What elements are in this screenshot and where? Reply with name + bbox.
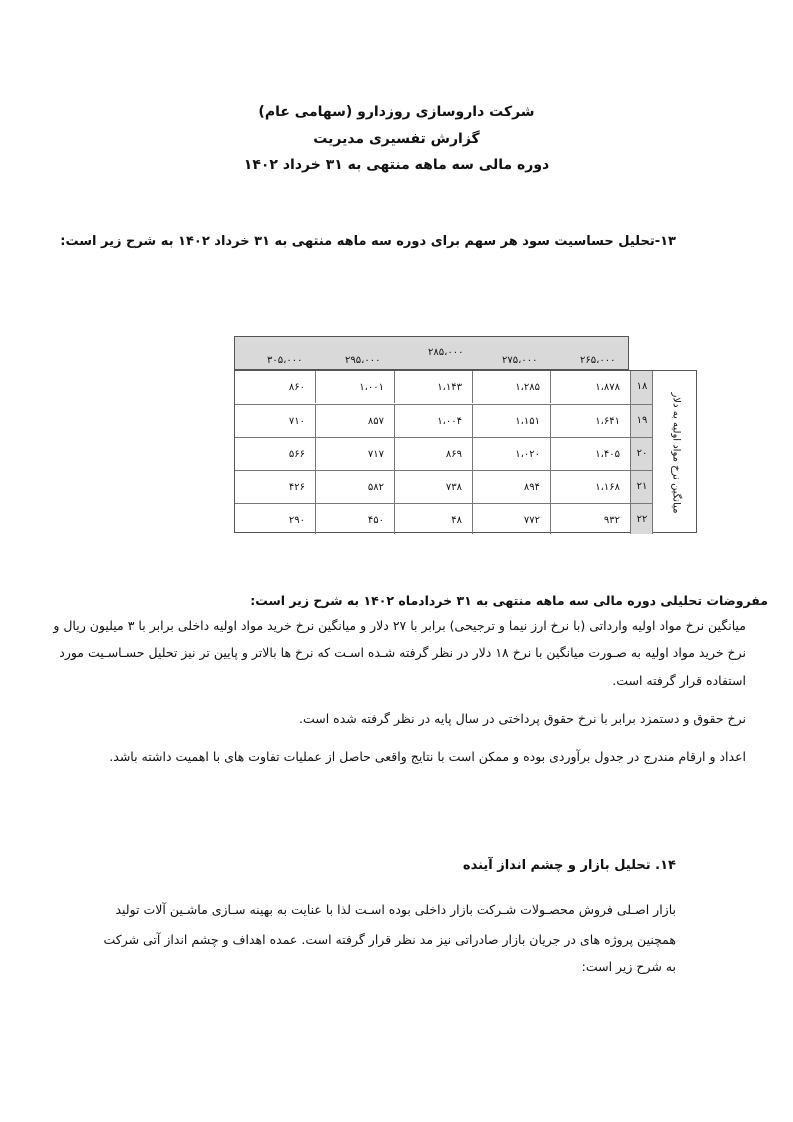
section-14-line-1: بازار اصـلی فروش محصـولات شـرکت بازار داخلی بوده اسـت لذا با عنایت به بهینه سـازی ماشـین آلات تولید [115, 902, 676, 917]
table-body [234, 370, 697, 533]
row-label: ۲۱ [630, 470, 652, 503]
table-row: ۱،۱۶۸ ۸۹۴ ۷۳۸ ۵۸۲ ۴۲۶ [235, 470, 630, 503]
row-label: ۱۸ [630, 371, 652, 404]
assumption-paragraph-1-line-1: میانگین نرخ مواد اولیه وارداتی (با نرخ ارز نیما و ترجیحی) برابر با ۲۷ دلار و میانگین نرخ خرید مواد اولیه داخلی برابر با ۳ میلیون ریال و [53, 618, 746, 633]
table-row: ۱،۸۷۸ ۱،۲۸۵ ۱،۱۴۳ ۱،۰۰۱ ۸۶۰ [235, 371, 630, 404]
sensitivity-table [234, 336, 697, 533]
column-header: ۲۸۵،۰۰۰ [428, 347, 464, 358]
table-row: ۱،۶۴۱ ۱،۱۵۱ ۱،۰۰۴ ۸۵۷ ۷۱۰ [235, 404, 630, 437]
column-header: ۲۶۵،۰۰۰ [580, 355, 616, 366]
row-label: ۲۲ [630, 503, 652, 534]
report-title: گزارش تفسیری مدیریت [313, 131, 480, 147]
column-header: ۳۰۵،۰۰۰ [267, 355, 303, 366]
table-header-row [234, 336, 629, 370]
section-14-line-2: همچنین پروژه های در جریان بازار صادراتی نیز مد نظر قرار گرفته است. عمده اهداف و چشم انداز آتی شرکت [103, 932, 676, 947]
table-row: ۱،۴۰۵ ۱،۰۲۰ ۸۶۹ ۷۱۷ ۵۶۶ [235, 437, 630, 470]
row-axis-label: میانگین نرخ مواد اولیه به دلار [652, 371, 698, 534]
assumption-paragraph-1-line-3: استفاده قرار گرفته است. [612, 673, 746, 688]
section-13-title: ۱۳-تحلیل حساسیت سود هر سهم برای دوره سه ماهه منتهی به ۳۱ خرداد ۱۴۰۲ به شرح زیر است: [60, 234, 676, 249]
assumption-paragraph-1-line-2: نرخ خرید مواد اولیه به صـورت میانگین با نرخ ۱۸ دلار در نظر گرفته شـده اسـت که نرخ ها بالاتر و پایین تر نیز تحلیل حسـاسـیت مورد [59, 645, 746, 660]
assumption-paragraph-2: نرخ حقوق و دستمزد برابر با نرخ حقوق پرداختی در سال پایه در نظر گرفته شده است. [298, 711, 746, 726]
row-label: ۱۹ [630, 404, 652, 437]
section-14-line-3: به شرح زیر است: [581, 959, 676, 974]
company-name: شرکت داروسازی روزدارو (سهامی عام) [258, 104, 535, 120]
table-row: ۹۳۲ ۷۷۲ ۴۸ ۴۵۰ ۲۹۰ [235, 503, 630, 534]
assumptions-title: مفروضات تحلیلی دوره مالی سه ماهه منتهی به ۳۱ خردادماه ۱۴۰۲ به شرح زیر است: [250, 593, 768, 608]
period-title: دوره مالی سه ماهه منتهی به ۳۱ خرداد ۱۴۰۲ [243, 157, 550, 173]
section-14-title: ۱۴. تحلیل بازار و چشم انداز آینده [462, 858, 676, 873]
assumption-paragraph-3: اعداد و ارقام مندرج در جدول برآوردی بوده و ممکن است با نتایج واقعی حاصل از عملیات تفاوت های با اهمیت داشته باشد. [109, 749, 746, 764]
column-header: ۲۹۵،۰۰۰ [345, 355, 381, 366]
column-header: ۲۷۵،۰۰۰ [502, 355, 538, 366]
row-label: ۲۰ [630, 437, 652, 470]
